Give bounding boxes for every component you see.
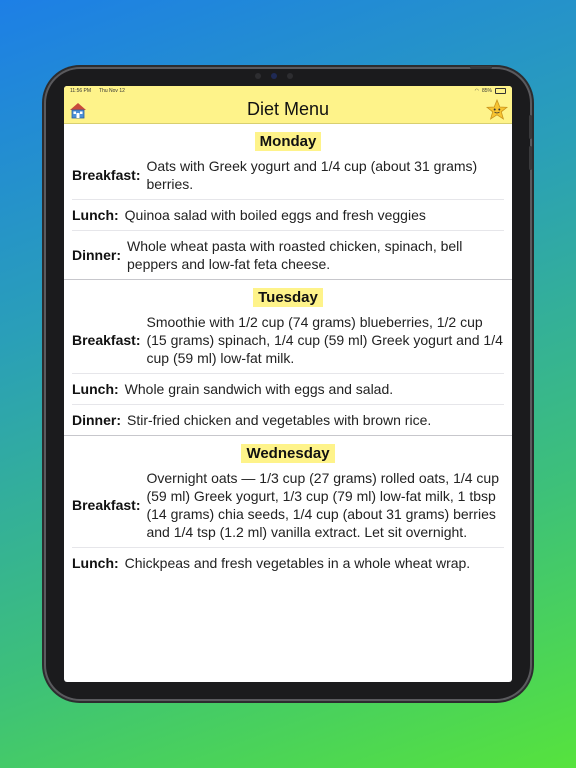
sensor-dot	[255, 73, 261, 79]
meal-text: Stir-fried chicken and vegetables with brown rice.	[127, 412, 432, 428]
meal-row	[72, 151, 504, 200]
status-battery: 85%	[481, 88, 492, 94]
volume-up-button	[529, 115, 532, 139]
meal-label: Lunch:	[72, 207, 119, 223]
nav-bar	[64, 96, 512, 124]
meal-text: Whole grain sandwich with eggs and salad.	[124, 381, 394, 397]
day-heading: Monday	[255, 132, 322, 151]
camera-lens	[271, 73, 277, 79]
star-icon[interactable]	[486, 99, 508, 121]
volume-down-button	[529, 146, 532, 170]
meal-row	[72, 405, 504, 435]
meal-label: Breakfast:	[72, 497, 141, 513]
meal-row	[72, 374, 504, 405]
meal-row	[72, 200, 504, 231]
meal-text: Smoothie with 1/2 cup (74 grams) blueberries, 1/2 cup (15 grams) spinach, 1/4 cup (59 ml) Greek yogurt and 1/4 cup (59 ml) low-fat milk.	[146, 314, 503, 366]
app-screen	[64, 86, 512, 682]
status-bar	[64, 86, 512, 96]
meal-row	[72, 548, 504, 578]
day-section-tuesday	[64, 280, 512, 436]
meal-row	[72, 231, 504, 279]
meal-row	[72, 463, 504, 548]
meal-label: Dinner:	[72, 412, 121, 428]
status-date: Thu Nov 12	[99, 88, 125, 94]
status-time: 11:56 PM	[70, 88, 92, 94]
wifi-icon: ◠	[474, 88, 479, 94]
meal-text: Chickpeas and fresh vegetables in a whole wheat wrap.	[124, 555, 471, 571]
camera-row	[255, 73, 293, 79]
meal-label: Dinner:	[72, 247, 121, 263]
menu-list	[64, 124, 512, 578]
meal-text: Oats with Greek yogurt and 1/4 cup (about 31 grams) berries.	[146, 158, 478, 192]
meal-label: Lunch:	[72, 381, 119, 397]
battery-icon	[495, 88, 506, 94]
day-section-monday	[64, 124, 512, 280]
day-heading: Tuesday	[253, 288, 323, 307]
home-icon[interactable]	[68, 100, 88, 120]
sensor-dot	[287, 73, 293, 79]
meal-text: Quinoa salad with boiled eggs and fresh veggies	[124, 207, 426, 223]
page-title: Diet Menu	[246, 99, 330, 119]
day-section-wednesday	[64, 436, 512, 578]
meal-text: Whole wheat pasta with roasted chicken, spinach, bell peppers and low-fat feta cheese.	[127, 238, 463, 272]
meal-text: Overnight oats — 1/3 cup (27 grams) rolled oats, 1/4 cup (59 ml) Greek yogurt, 1/3 cup (79 ml) low-fat milk, 1 tbsp (14 grams) chia seeds, 1/4 cup (about 31 grams) berries and 1/4 tsp (1.2 ml) vanilla extract. Let sit overnight.	[146, 470, 499, 540]
day-heading: Wednesday	[241, 444, 334, 463]
top-button	[470, 66, 492, 69]
meal-label: Breakfast:	[72, 167, 141, 183]
meal-row	[72, 307, 504, 374]
meal-label: Lunch:	[72, 555, 119, 571]
meal-label: Breakfast:	[72, 332, 141, 348]
